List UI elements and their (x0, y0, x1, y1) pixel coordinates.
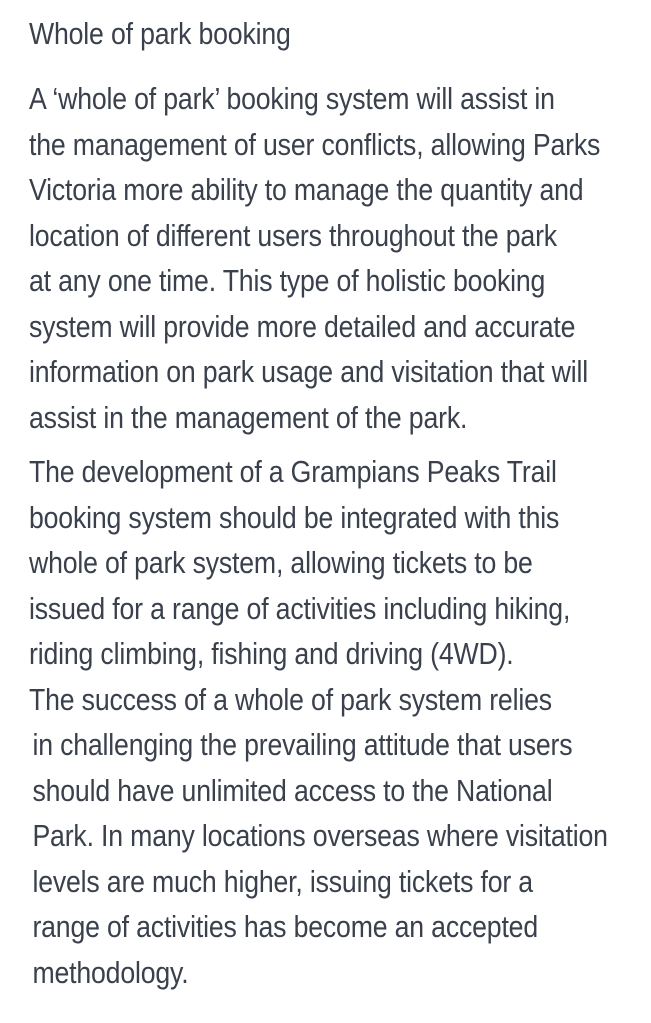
paragraph-line: A ‘whole of park’ booking system will assist in (29, 81, 555, 116)
paragraph-line: riding climbing, fishing and driving (4WD). (29, 636, 514, 671)
paragraph-line: assist in the management of the park. (29, 399, 468, 435)
paragraph-line: location of different users throughout the park (29, 217, 557, 253)
paragraph-line: at any one time. This type of holistic booking (29, 263, 546, 298)
paragraph-line: in challenging the prevailing attitude that users (32, 727, 573, 762)
paragraph-line: range of activities has become an accepted (32, 909, 538, 944)
paragraph-line: Victoria more ability to manage the quantity and (29, 172, 584, 207)
paragraph-booking-system-integration (29, 449, 643, 995)
paragraph-line: booking system should be integrated with this (29, 499, 560, 535)
paragraph-booking-system-benefits (29, 76, 643, 440)
paragraph-line: levels are much higher, issuing tickets for a (32, 863, 533, 899)
paragraph-line: The development of a Grampians Peaks Trail (29, 454, 557, 489)
paragraph-line: the management of user conflicts, allowing Parks (29, 126, 601, 162)
paragraph-line: information on park usage and visitation that will (29, 354, 588, 389)
section-heading: Whole of park booking (29, 16, 291, 51)
paragraph-line: should have unlimited access to the National (32, 772, 553, 808)
paragraph-line: methodology. (32, 954, 189, 990)
paragraph-line: issued for a range of activities including hiking, (29, 590, 571, 626)
paragraph-line: whole of park system, allowing tickets to be (29, 545, 533, 580)
paragraph-line: The success of a whole of park system relies (29, 681, 552, 717)
paragraph-line: system will provide more detailed and accurate (29, 308, 576, 344)
paragraph-line: Park. In many locations overseas where visitation (32, 818, 608, 853)
